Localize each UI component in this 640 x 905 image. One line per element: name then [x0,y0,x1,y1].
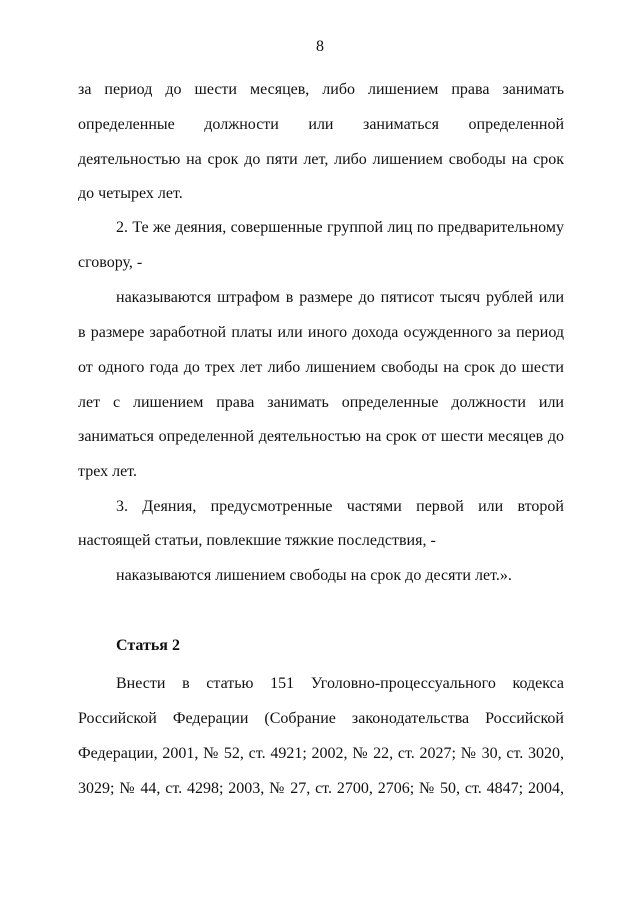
text-line: наказываются штрафом в размере до пятисот тысяч рублей или [116,289,564,306]
text-line: лет с лишением права занимать определенные должности или [78,394,564,411]
text-line: трех лет. [78,463,137,480]
page-number: 8 [316,38,324,55]
text-line: определенные должности или заниматься определенной [78,116,564,133]
text-line: 3029; № 44, ст. 4298; 2003, № 27, ст. 2700, 2706; № 50, ст. 4847; 2004, [78,780,564,797]
text-line: Внести в статью 151 Уголовно-процессуального кодекса [116,675,564,692]
text-line: за период до шести месяцев, либо лишением права занимать [78,81,564,98]
text-line: от одного года до трех лет либо лишением свободы на срок до шести [78,359,564,376]
text-line: в размере заработной платы или иного дохода осужденного за период [78,324,564,341]
text-line: Российской Федерации (Собрание законодательства Российской [78,710,564,727]
text-line: заниматься определенной деятельностью на срок от шести месяцев до [78,428,564,445]
text-line: сговору, - [78,254,143,271]
text-line: настоящей статьи, повлекшие тяжкие последствия, - [78,532,436,549]
article-heading: Статья 2 [116,637,180,654]
text-line: 2. Те же деяния, совершенные группой лиц по предварительному [116,219,564,236]
text-line: Федерации, 2001, № 52, ст. 4921; 2002, № 22, ст. 2027; № 30, ст. 3020, [78,745,564,762]
text-line: до четырех лет. [78,185,183,202]
text-line: деятельностью на срок до пяти лет, либо лишением свободы на срок [78,151,564,168]
text-line: 3. Деяния, предусмотренные частями первой или второй [116,498,564,515]
text-line: наказываются лишением свободы на срок до десяти лет.». [116,567,512,584]
